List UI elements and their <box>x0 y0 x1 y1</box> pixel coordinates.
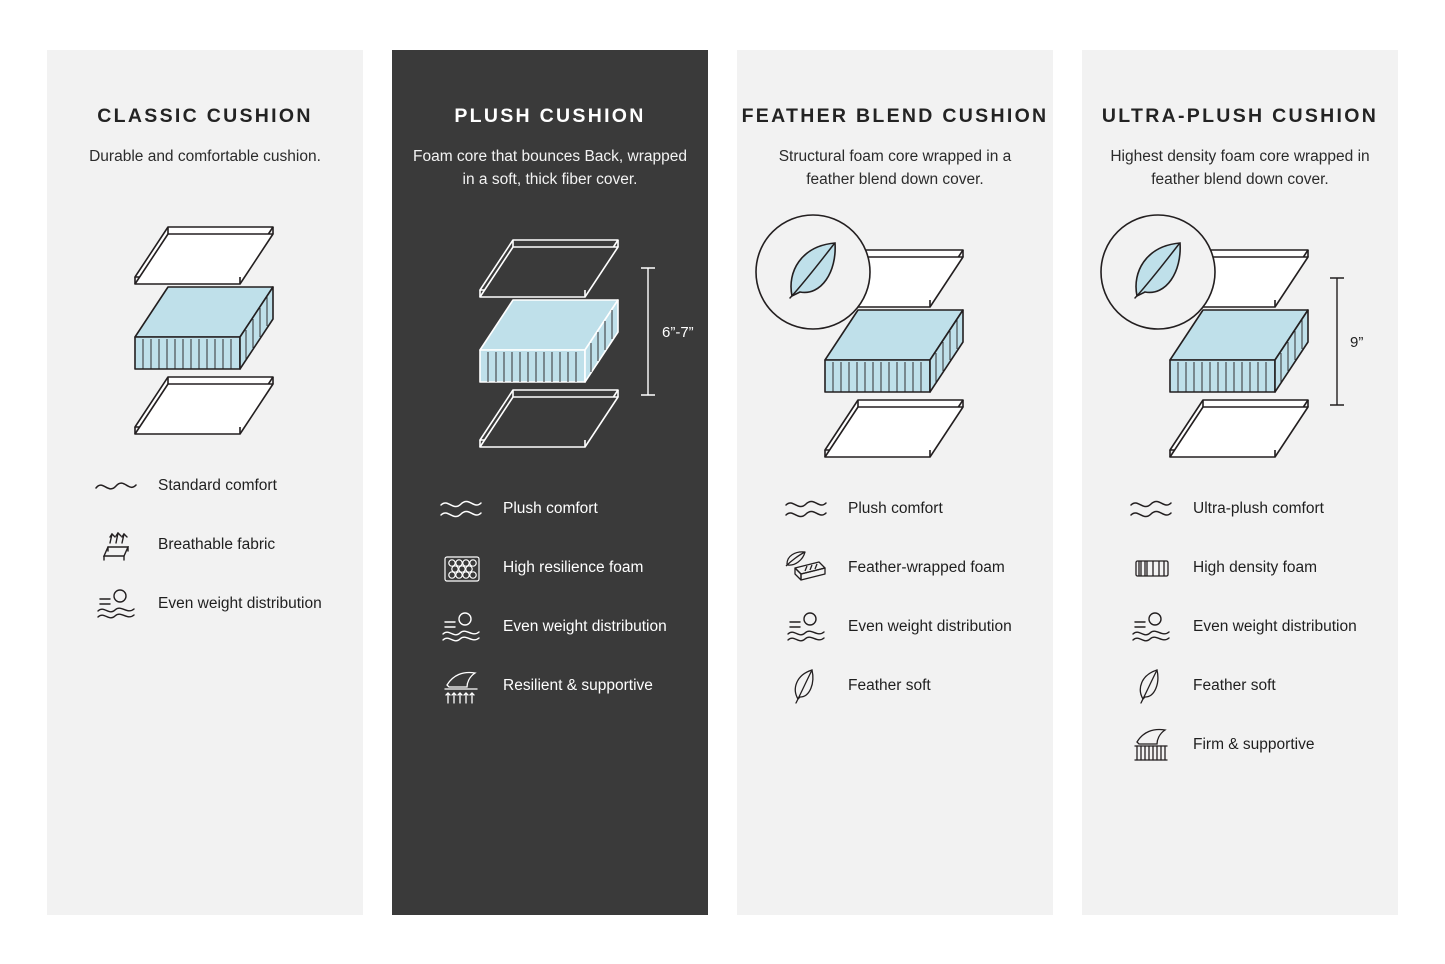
feature-label: Feather soft <box>848 677 931 695</box>
feather-icon <box>781 665 831 707</box>
feature-item <box>1126 722 1364 768</box>
feature-item <box>1126 545 1364 591</box>
card-title: CLASSIC CUSHION <box>97 105 313 127</box>
exploded-cushion-diagram <box>400 210 700 480</box>
feature-label: Resilient & supportive <box>503 677 653 695</box>
feature-label: Even weight distribution <box>158 595 322 613</box>
feature-label: Breathable fabric <box>158 536 276 554</box>
feather-icon <box>1126 665 1176 707</box>
feature-label: High resilience foam <box>503 559 644 577</box>
firm-support-icon <box>1126 724 1176 766</box>
feature-label: Plush comfort <box>503 500 598 518</box>
feature-item <box>436 663 674 709</box>
even-weight-icon <box>436 606 486 648</box>
feature-item <box>91 581 329 627</box>
cushion-card-ultra-plush <box>1082 50 1398 915</box>
feature-item <box>781 663 1019 709</box>
resilient-support-icon <box>436 665 486 707</box>
breathable-fabric-icon <box>91 524 141 566</box>
feature-item <box>436 486 674 532</box>
wave-icon <box>1126 488 1176 530</box>
exploded-cushion-diagram <box>55 187 355 457</box>
cushion-card-classic <box>47 50 363 915</box>
feature-list <box>1082 486 1398 768</box>
feature-label: High density foam <box>1193 559 1318 577</box>
feature-list <box>47 463 363 627</box>
even-weight-icon <box>91 583 141 625</box>
card-description: Foam core that bounces Back, wrapped in a soft, thick fiber cover. <box>413 148 687 189</box>
feature-item <box>781 545 1019 591</box>
card-description: Highest density foam core wrapped in feather blend down cover. <box>1110 148 1370 189</box>
feature-item <box>1126 663 1364 709</box>
feature-item <box>436 604 674 650</box>
exploded-cushion-diagram <box>745 210 1045 480</box>
feature-item <box>781 486 1019 532</box>
feature-label: Standard comfort <box>158 477 277 495</box>
card-title: ULTRA-PLUSH CUSHION <box>1101 105 1379 127</box>
feature-item <box>1126 486 1364 532</box>
card-title: FEATHER BLEND CUSHION <box>741 105 1049 127</box>
feather-wrapped-foam-icon <box>781 547 831 589</box>
feature-label: Plush comfort <box>848 500 943 518</box>
feature-label: Firm & supportive <box>1193 736 1315 754</box>
feature-label: Even weight distribution <box>848 618 1012 636</box>
feature-item <box>781 604 1019 650</box>
leaf-badge <box>756 215 870 329</box>
even-weight-icon <box>1126 606 1176 648</box>
cushion-card-feather-blend <box>737 50 1053 915</box>
wave-icon <box>91 465 141 507</box>
feature-item <box>91 522 329 568</box>
even-weight-icon <box>781 606 831 648</box>
feature-item <box>1126 604 1364 650</box>
card-description: Durable and comfortable cushion. <box>89 148 321 166</box>
measurement-label: 9” <box>1350 333 1364 351</box>
honeycomb-foam-icon <box>436 547 486 589</box>
feature-label: Feather soft <box>1193 677 1276 695</box>
exploded-cushion-diagram <box>1090 210 1390 480</box>
leaf-badge <box>1101 215 1215 329</box>
cushion-card-plush <box>392 50 708 915</box>
feature-label: Even weight distribution <box>503 618 667 636</box>
card-description: Structural foam core wrapped in a feather blend down cover. <box>778 148 1012 189</box>
feature-label: Feather-wrapped foam <box>848 559 1005 577</box>
feature-list <box>392 486 708 709</box>
card-title: PLUSH CUSHION <box>454 105 646 127</box>
feature-item <box>436 545 674 591</box>
feature-label: Even weight distribution <box>1193 618 1357 636</box>
high-density-foam-icon <box>1126 547 1176 589</box>
wave-icon <box>781 488 831 530</box>
wave-icon <box>436 488 486 530</box>
feature-list <box>737 486 1053 709</box>
feature-label: Ultra-plush comfort <box>1193 500 1324 518</box>
feature-item <box>91 463 329 509</box>
measurement-label: 6”-7” <box>662 323 694 341</box>
